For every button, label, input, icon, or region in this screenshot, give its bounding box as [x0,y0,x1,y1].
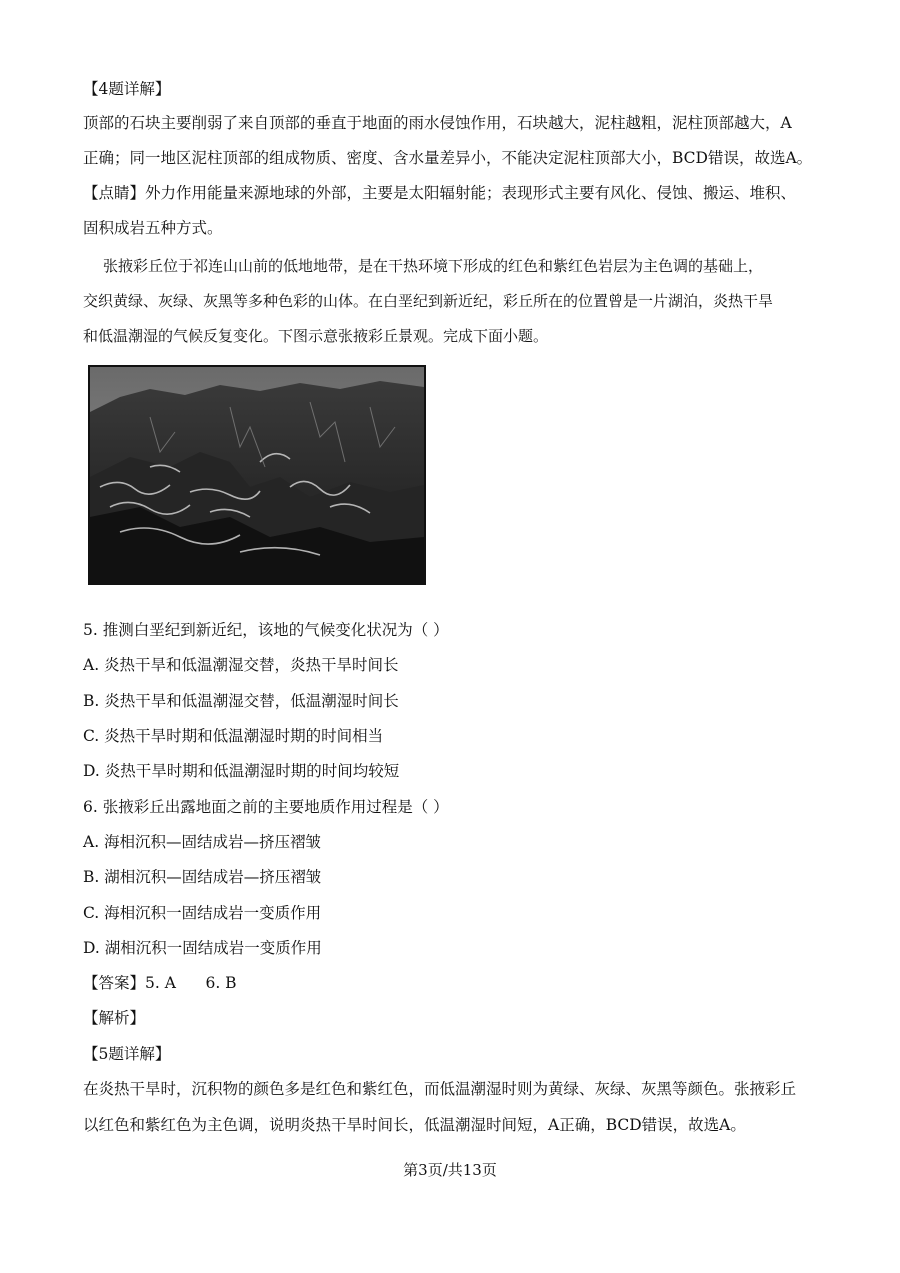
q5-explanation-line-1: 在炎热干旱时，沉积物的颜色多是红色和紫红色，而低温潮湿时则为黄绿、灰绿、灰黑等颜色。张掖彩丘 [83,1080,797,1098]
q6-option-b: B. 湖相沉积—固结成岩—挤压褶皱 [83,868,322,886]
page-footer: 第3页/共13页 [403,1161,497,1179]
q4-heading: 【4题详解】 [83,80,171,98]
q4-explanation-line-2: 正确；同一地区泥柱顶部的组成物质、密度、含水量差异小，不能决定泥柱顶部大小，BCD错误，故选A。 [83,149,813,167]
landscape-illustration [90,367,424,583]
q5-stem: 5. 推测白垩纪到新近纪，该地的气候变化状况为（ ） [83,621,449,639]
q6-option-c: C. 海相沉积一固结成岩一变质作用 [83,904,322,922]
q4-explanation-line-1: 顶部的石块主要削弱了来自顶部的垂直于地面的雨水侵蚀作用，石块越大，泥柱越粗，泥柱顶部越大，A [83,114,792,132]
q6-option-a: A. 海相沉积—固结成岩—挤压褶皱 [83,833,322,851]
danxia-landscape-photo [88,365,426,585]
intro-line-3: 和低温潮湿的气候反复变化。下图示意张掖彩丘景观。完成下面小题。 [83,327,549,345]
q5-option-a: A. 炎热干旱和低温潮湿交替，炎热干旱时间长 [83,656,399,674]
tip-line-1: 【点睛】外力作用能量来源地球的外部，主要是太阳辐射能；表现形式主要有风化、侵蚀、搬运、堆积、 [83,184,797,202]
q6-option-d: D. 湖相沉积一固结成岩一变质作用 [83,939,322,957]
intro-line-1: 张掖彩丘位于祁连山山前的低地地带，是在干热环境下形成的红色和紫红色岩层为主色调的基础上， [103,257,764,275]
q5-explanation-line-2: 以红色和紫红色为主色调，说明炎热干旱时间长，低温潮湿时间短，A正确，BCD错误，故选A。 [83,1116,746,1134]
intro-line-2: 交织黄绿、灰绿、灰黑等多种色彩的山体。在白垩纪到新近纪，彩丘所在的位置曾是一片湖泊，炎热干旱 [83,292,774,310]
q5-option-c: C. 炎热干旱时期和低温潮湿时期的时间相当 [83,727,384,745]
q6-stem: 6. 张掖彩丘出露地面之前的主要地质作用过程是（ ） [83,798,449,816]
answer-line: 【答案】5. A 6. B [83,974,237,992]
analysis-label: 【解析】 [83,1009,146,1027]
q5-option-d: D. 炎热干旱时期和低温潮湿时期的时间均较短 [83,762,400,780]
tip-line-2: 固积成岩五种方式。 [83,219,223,237]
q5-heading: 【5题详解】 [83,1045,171,1063]
q5-option-b: B. 炎热干旱和低温潮湿交替，低温潮湿时间长 [83,692,399,710]
